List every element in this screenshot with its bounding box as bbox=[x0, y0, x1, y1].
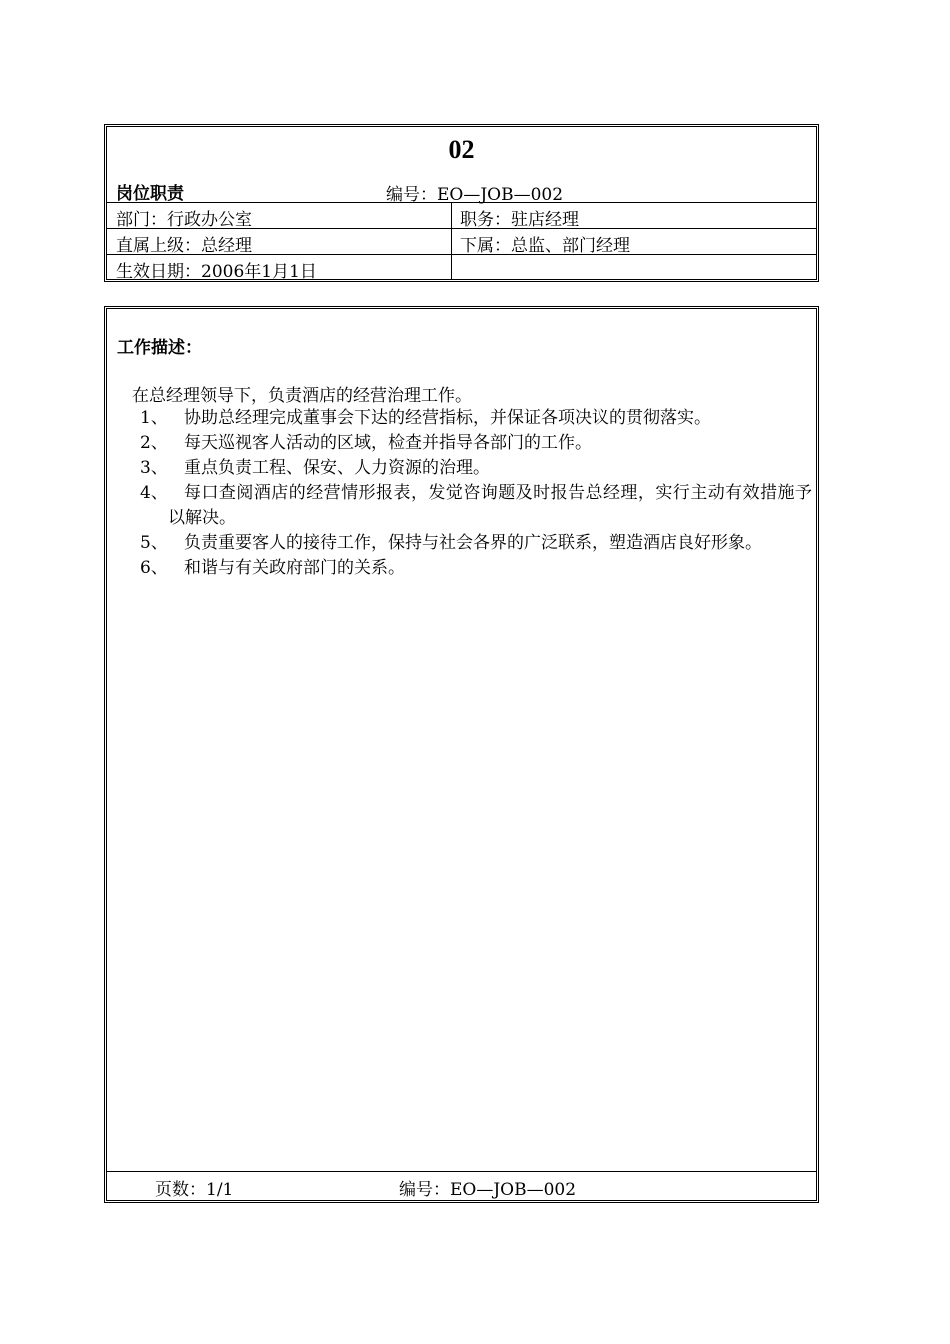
row-divider bbox=[107, 202, 816, 203]
item-number: 5、 bbox=[140, 533, 168, 553]
list-item bbox=[140, 556, 812, 581]
effective-date-cell: 生效日期：2006年1月1日 bbox=[116, 262, 317, 282]
superior-cell: 直属上级：总经理 bbox=[116, 236, 252, 256]
item-number: 3、 bbox=[140, 458, 168, 478]
item-text: 重点负责工程、保安、人力资源的治理。 bbox=[184, 458, 490, 478]
list-item bbox=[140, 431, 812, 456]
item-text: 每天巡视客人活动的区域，检查并指导各部门的工作。 bbox=[184, 433, 592, 453]
item-number: 2、 bbox=[140, 433, 168, 453]
column-divider bbox=[451, 202, 452, 279]
department-cell: 部门：行政办公室 bbox=[116, 210, 252, 230]
position-cell: 职务：驻店经理 bbox=[460, 210, 579, 230]
document-number-title: 02 bbox=[448, 135, 475, 164]
item-number: 6、 bbox=[140, 558, 168, 578]
job-description-table bbox=[104, 306, 819, 1203]
list-item bbox=[140, 531, 812, 556]
footer-document-code: 编号：EO—JOB—002 bbox=[399, 1180, 577, 1200]
page-count: 页数：1/1 bbox=[155, 1180, 234, 1200]
list-item bbox=[140, 406, 812, 431]
subordinate-cell: 下属：总监、部门经理 bbox=[460, 236, 630, 256]
item-number: 1、 bbox=[140, 408, 168, 428]
duties-list bbox=[140, 406, 812, 581]
document-type-label: 岗位职责 bbox=[116, 184, 184, 204]
item-text: 每口查阅酒店的经营情形报表，发觉咨询题及时报告总经理，实行主动有效措施予以解决。 bbox=[168, 483, 812, 528]
document-code: 编号：EO—JOB—002 bbox=[386, 185, 564, 205]
list-item bbox=[140, 456, 812, 481]
job-header-table bbox=[104, 124, 819, 282]
item-text: 负责重要客人的接待工作，保持与社会各界的广泛联系，塑造酒店良好形象。 bbox=[184, 533, 762, 553]
footer-divider bbox=[107, 1171, 816, 1172]
item-number: 4、 bbox=[140, 483, 168, 503]
section-title: 工作描述： bbox=[117, 338, 202, 358]
item-text: 和谐与有关政府部门的关系。 bbox=[184, 558, 405, 578]
list-item bbox=[140, 481, 812, 531]
item-text: 协助总经理完成董事会下达的经营指标，并保证各项决议的贯彻落实。 bbox=[184, 408, 711, 428]
intro-text: 在总经理领导下，负责酒店的经营治理工作。 bbox=[132, 386, 472, 406]
